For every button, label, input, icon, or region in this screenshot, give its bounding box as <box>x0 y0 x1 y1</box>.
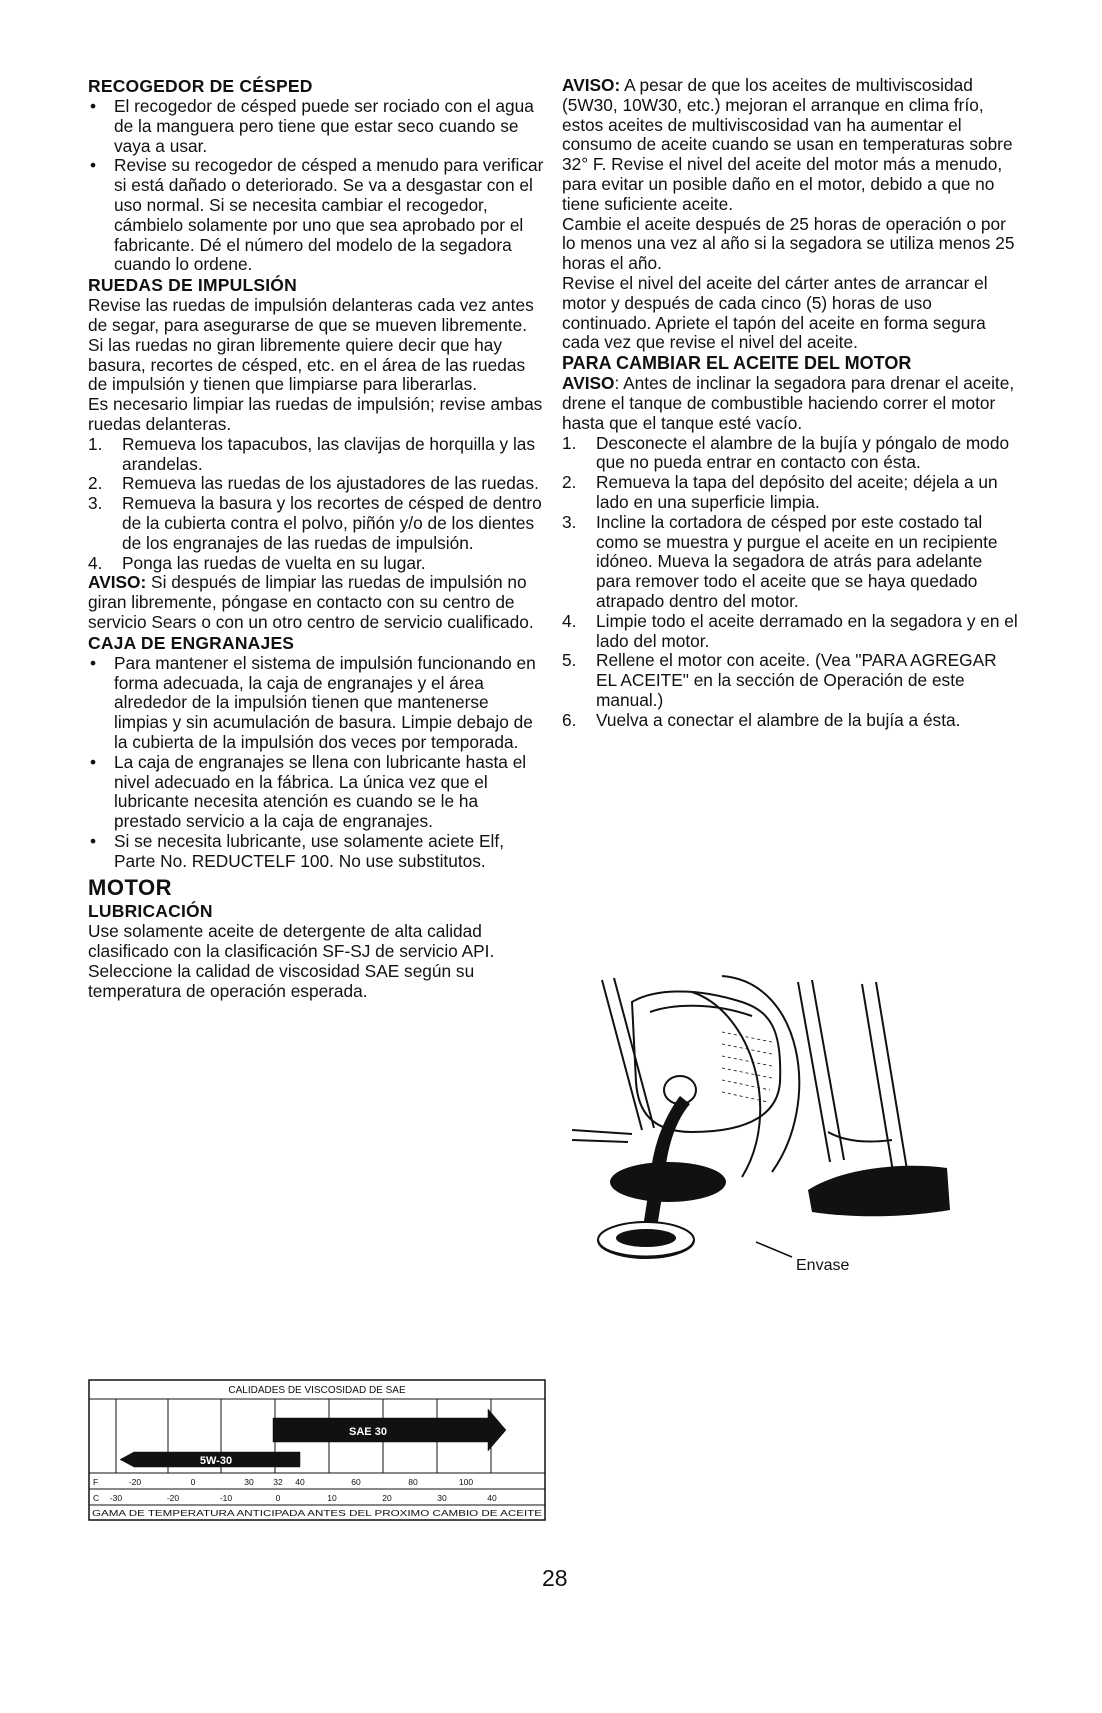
step-number: 6. <box>562 709 577 730</box>
notice-label: AVISO: <box>88 572 147 593</box>
list-item <box>562 434 1018 474</box>
c-tick: 20 <box>382 1493 392 1503</box>
step-text: Desconecte el alambre de la bujía y póngalo de modo que no pueda entrar en contacto con ésta. <box>596 432 1010 473</box>
drive-wheels-heading: RUEDAS DE IMPULSIÓN <box>88 275 297 296</box>
notice-label: AVISO <box>562 373 615 394</box>
grass-catcher-list <box>88 97 546 275</box>
drive-wheels-notice <box>88 573 546 632</box>
step-text: Remueva la tapa del depósito del aceite; déjela a un lado en una superficie limpia. <box>596 472 998 512</box>
lubrication-heading: LUBRICACIÓN <box>88 901 213 922</box>
paragraph: Revise las ruedas de impulsión delanteras cada vez antes de segar, para asegurarse de que se mueven libremente. <box>88 295 534 335</box>
f-tick: 80 <box>408 1477 418 1487</box>
step-text: Ponga las ruedas de vuelta en su lugar. <box>122 552 426 573</box>
step-number: 3. <box>88 493 103 514</box>
f-tick: 60 <box>351 1477 361 1487</box>
container-label: Envase <box>796 1257 850 1274</box>
c-tick: -30 <box>109 1493 123 1503</box>
notice-label: AVISO: <box>562 75 621 95</box>
step-number: 1. <box>562 432 577 453</box>
f-tick: 30 <box>244 1477 254 1487</box>
f-tick: -20 <box>128 1477 142 1487</box>
left-column <box>88 76 546 1002</box>
list-item <box>562 513 1018 612</box>
change-oil-steps <box>562 434 1018 731</box>
step-number: 4. <box>88 552 103 573</box>
grass-catcher-heading: RECOGEDOR DE CÉSPED <box>88 76 313 96</box>
c-tick: 10 <box>327 1493 337 1503</box>
lubrication-text: Use solamente aceite de detergente de alta calidad clasificado con la clasificación SF-SJ de servicio API. Seleccione la calidad de viscosidad SAE según su temperatura de operación esperada. <box>88 921 495 1001</box>
list-item <box>88 435 546 475</box>
step-text: Limpie todo el aceite derramado en la segadora y en el lado del motor. <box>596 610 1018 651</box>
list-item <box>562 473 1018 513</box>
step-number: 5. <box>562 650 577 671</box>
drain-notice <box>562 374 1018 433</box>
paragraph: Si las ruedas no giran libremente quiere decir que hay basura, recortes de césped, etc. en el área de las ruedas de impulsión y tienen que limpiarse para liberarlas. <box>88 334 526 395</box>
list-item: • Para mantener el sistema de impulsión funcionando en forma adecuada, la caja de engranajes y el área alrededor de la impulsión tienen que mantenerse limpias y sin acumulación de basura. Limpie debajo de la cubierta de la impulsión dos veces por temporada. <box>88 654 546 753</box>
change-oil-heading: PARA CAMBIAR EL ACEITE DEL MOTOR <box>562 353 912 374</box>
multiviscosity-notice <box>562 76 1018 215</box>
step-number: 1. <box>88 433 103 454</box>
list-item <box>562 651 1018 710</box>
c-tick: 40 <box>487 1493 497 1503</box>
list-item <box>562 711 1018 731</box>
list-item: • Si se necesita lubricante, use solamente aciete Elf, Parte No. REDUCTELF 100. No use substitutos. <box>88 832 546 872</box>
motor-heading: MOTOR <box>88 875 172 901</box>
viscosity-footer: GAMA DE TEMPERATURA ANTICIPADA ANTES DEL PROXIMO CAMBIO DE ACEITE <box>92 1509 543 1518</box>
step-text: Remueva la basura y los recortes de césped de dentro de la cubierta contra el polvo, piñón y/o de los dientes de los engranajes de las ruedas de impulsión. <box>122 493 542 553</box>
f-tick: 0 <box>190 1477 196 1487</box>
step-number: 3. <box>562 511 577 532</box>
step-number: 2. <box>562 472 577 493</box>
gear-case-list <box>88 654 546 872</box>
step-text: Remueva las ruedas de los ajustadores de las ruedas. <box>122 473 539 494</box>
page-number: 28 <box>542 1565 568 1591</box>
gear-case-heading: CAJA DE ENGRANAJES <box>88 632 295 653</box>
sae-viscosity-chart <box>88 1379 546 1521</box>
notice-text: Si después de limpiar las ruedas de impulsión no giran libremente, póngase en contacto con su centro de servicio Sears o con un otro centro de servicio cualificado. <box>88 572 534 632</box>
f-tick: 32 <box>273 1477 283 1487</box>
list-item <box>88 554 546 574</box>
list-item: • El recogedor de césped puede ser rociado con el agua de la manguera pero tiene que estar seco cuando se vaya a usar. <box>88 97 546 156</box>
sae30-band <box>273 1409 506 1451</box>
sae30-label: SAE 30 <box>349 1426 387 1438</box>
notice-text: : Antes de inclinar la segadora para drenar el aceite, drene el tanque de combustible haciendo correr el motor hasta que el tanque esté vacío. <box>562 373 1015 433</box>
oil-drain-illustration <box>572 972 1018 1284</box>
paragraph: Revise el nivel del aceite del cárter antes de arrancar el motor y después de cada cinco (5) horas de uso continuado. Apriete el tapón del aceite en forma segura cada vez que revise el nivel del aceite. <box>562 272 988 353</box>
f-tick: 100 <box>458 1477 474 1487</box>
c-tick: 30 <box>437 1493 447 1503</box>
list-item: • Revise su recogedor de césped a menudo para verificar si está dañado o deteriorado. Se va a desgastar con el uso normal. Si se necesita cambiar el recogedor, cámbielo solamente por uno que sea aprobado por el fabricante. Dé el número del modelo de la segadora cuando lo ordene. <box>88 156 546 275</box>
list-item <box>562 612 1018 652</box>
step-text: Rellene el motor con aceite. (Vea "PARA AGREGAR EL ACEITE" en la sección de Operación de este manual.) <box>596 650 997 710</box>
right-column <box>562 76 1018 731</box>
step-number: 4. <box>562 610 577 631</box>
c-label: C <box>93 1493 100 1503</box>
step-text: Vuelva a conectar el alambre de la bujía a ésta. <box>596 709 961 730</box>
5w30-label: 5W-30 <box>199 1455 233 1467</box>
paragraph: Cambie el aceite después de 25 horas de operación o por lo menos una vez al año si la segadora se utiliza menos 25 horas el año. <box>562 213 1015 274</box>
step-text: Remueva los tapacubos, las clavijas de horquilla y las arandelas. <box>122 433 536 474</box>
viscosity-title: CALIDADES DE VISCOSIDAD DE SAE <box>228 1385 406 1396</box>
drive-wheels-steps <box>88 435 546 574</box>
c-tick: -10 <box>219 1493 233 1503</box>
list-item <box>88 494 546 553</box>
paragraph: Es necesario limpiar las ruedas de impulsión; revise ambas ruedas delanteras. <box>88 394 543 434</box>
f-label: F <box>93 1477 99 1487</box>
c-tick: -20 <box>166 1493 180 1503</box>
c-tick: 0 <box>275 1493 281 1503</box>
step-number: 2. <box>88 473 103 494</box>
f-tick: 40 <box>295 1477 305 1487</box>
notice-text: A pesar de que los aceites de multiviscosidad (5W30, 10W30, etc.) mejoran el arranque en clima frío, estos aceites de multiviscosidad van ha aumentar el consumo de aceite cuando se usan en temperaturas sobre 32° F. Revise el nivel del aceite del motor más a menudo, para evitar un posible daño en el motor, debido a que no tiene suficiente aceite. <box>562 75 1013 214</box>
list-item <box>88 474 546 494</box>
list-item: • La caja de engranajes se llena con lubricante hasta el nivel adecuado en la fábrica. La única vez que el lubricante necesita atención es cuando se le ha prestado servicio a la caja de engranajes. <box>88 753 546 832</box>
step-text: Incline la cortadora de césped por este costado tal como se muestra y purgue el aceite en un recipiente idóneo. Mueva la segadora de atrás para adelante para remover todo el aceite que se haya quedado atrapado dentro del motor. <box>596 511 998 611</box>
